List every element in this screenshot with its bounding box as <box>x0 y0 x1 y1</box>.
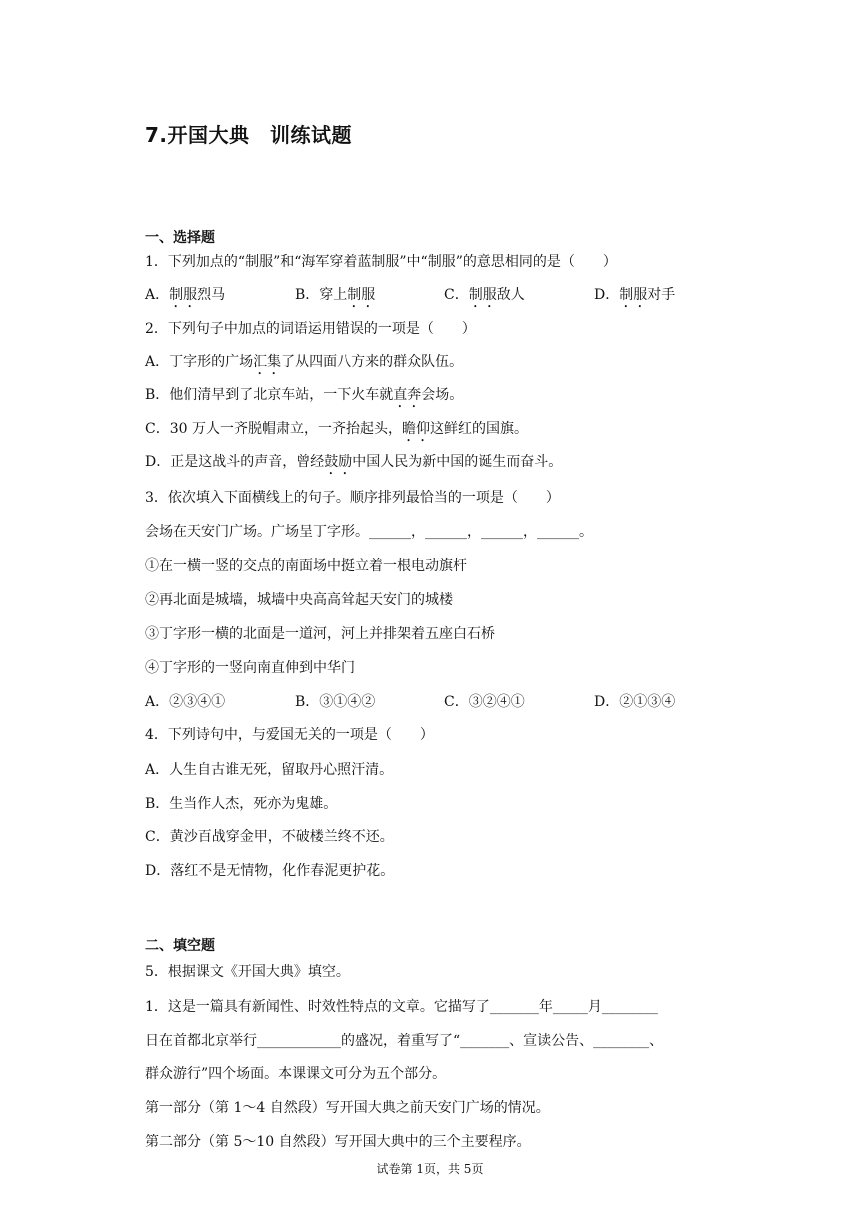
question-2-text: 2．下列句子中加点的词语运用错误的一项是（ ） <box>145 321 476 337</box>
q3-item-3: ③丁字形一横的北面是一道河，河上并排架着五座白石桥 <box>145 626 495 642</box>
q3-item-1: ①在一横一竖的交点的南面场中挺立着一根电动旗杆 <box>145 558 467 574</box>
q5-line-1: 1．这是一篇具有新闻性、时效性特点的文章。它描写了_______年_____月________ <box>145 999 658 1015</box>
question-1-text: 1．下列加点的“制服”和“海军穿着蓝制服”中“制服”的意思相同的是（ ） <box>145 254 617 270</box>
q2-option-a: A．丁字形的广场汇集了从四面八方来的群众队伍。 <box>145 354 464 370</box>
q5-line-3: 群众游行”四个场面。本课课文可分为五个部分。 <box>145 1066 447 1082</box>
q3-passage: 会场在天安门广场。广场呈丁字形。______，______，______，______。 <box>145 524 593 540</box>
q5-line-2: 日在首都北京举行____________的盛况，着重写了“_______、宣读公告、________、 <box>145 1033 664 1049</box>
q4-option-d: D．落红不是无情物，化作春泥更护花。 <box>145 863 395 879</box>
q1-option-a: A．制服烈马 <box>145 287 226 303</box>
question-3-text: 3．依次填入下面横线上的句子。顺序排列最恰当的一项是（ ） <box>145 490 560 506</box>
section-heading-fill: 二、填空题 <box>145 938 215 954</box>
page-title: 7.开国大典 训练试题 <box>145 123 353 147</box>
q1-option-b: B．穿上制服 <box>295 287 376 303</box>
q5-line-4: 第一部分（第 1～4 自然段）写开国大典之前天安门广场的情况。 <box>145 1100 550 1116</box>
q4-option-b: B．生当作人杰，死亦为鬼雄。 <box>145 796 338 812</box>
question-4-text: 4．下列诗句中，与爱国无关的一项是（ ） <box>145 727 434 743</box>
q3-option-b: B．③①④② <box>295 694 376 710</box>
section-heading-choice: 一、选择题 <box>145 230 215 246</box>
q2-option-d: D．正是这战斗的声音，曾经鼓励中国人民为新中国的诞生而奋斗。 <box>145 454 563 470</box>
q2-option-c: C．30 万人一齐脱帽肃立，一齐抬起头，瞻仰这鲜红的国旗。 <box>145 421 528 437</box>
question-5-intro: 5．根据课文《开国大典》填空。 <box>145 964 350 980</box>
q3-option-a: A．②③④① <box>145 694 226 710</box>
q3-option-c: C．③②④① <box>444 694 525 710</box>
q4-option-a: A．人生自古谁无死，留取丹心照汗清。 <box>145 762 394 778</box>
q3-option-d: D．②①③④ <box>594 694 676 710</box>
q1-option-c: C．制服敌人 <box>444 287 525 303</box>
page-footer: 试卷第 1页，共 5页 <box>376 1162 484 1176</box>
q4-option-c: C．黄沙百战穿金甲，不破楼兰终不还。 <box>145 829 394 845</box>
q3-item-2: ②再北面是城墙，城墙中央高高耸起天安门的城楼 <box>145 592 453 608</box>
q5-line-5: 第二部分（第 5～10 自然段）写开国大典中的三个主要程序。 <box>145 1134 531 1150</box>
q2-option-b: B．他们清早到了北京车站，一下火车就直奔会场。 <box>145 387 464 403</box>
q1-option-d: D．制服对手 <box>594 287 676 303</box>
q3-item-4: ④丁字形的一竖向南直伸到中华门 <box>145 660 355 676</box>
